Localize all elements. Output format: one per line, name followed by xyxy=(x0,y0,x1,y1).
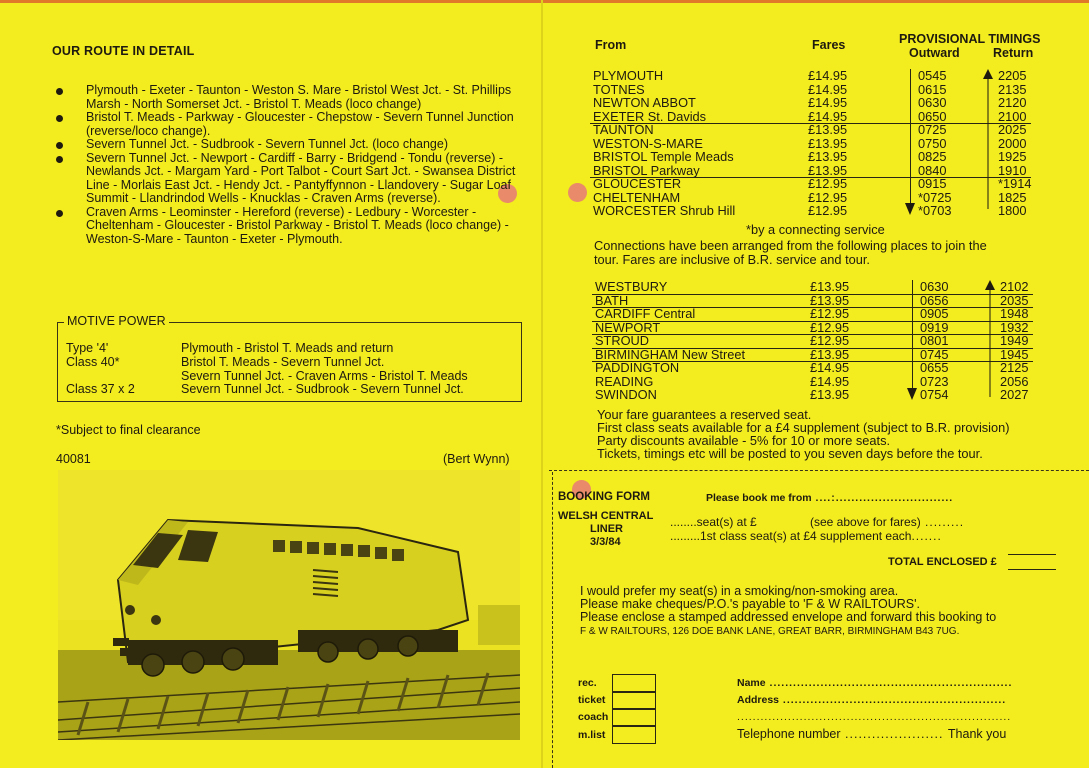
fare: £13.95 xyxy=(810,346,850,362)
return-time: 1800 xyxy=(998,203,1027,218)
header-provisional-timings: PROVISIONAL TIMINGS xyxy=(899,32,1041,46)
address-field-line2[interactable]: ...................................................................... xyxy=(737,711,1012,723)
fare: £14.95 xyxy=(810,360,850,375)
office-label: rec. xyxy=(578,677,597,689)
fare: £13.95 xyxy=(808,149,848,164)
first-class-label: .........1st class seat(s) at £4 supplement each xyxy=(670,529,912,543)
return-time: 1910 xyxy=(998,162,1027,178)
photo-credit: (Bert Wynn) xyxy=(443,452,510,466)
info-line: Your fare guarantees a reserved seat. xyxy=(597,407,812,422)
standard-seats-field[interactable] xyxy=(670,515,757,529)
fare: £12.95 xyxy=(808,176,848,191)
header-outward: Outward xyxy=(909,46,960,60)
fare: £12.95 xyxy=(808,189,848,205)
cut-line xyxy=(549,470,1089,471)
loco-duty: Bristol T. Meads - Severn Tunnel Jct. xyxy=(181,355,385,369)
loco-duty: Plymouth - Bristol T. Meads and return xyxy=(181,341,394,355)
fare: £13.95 xyxy=(808,135,848,151)
fare: £12.95 xyxy=(810,319,850,335)
outward-time: 0725 xyxy=(918,122,947,137)
station-name: SWINDON xyxy=(595,387,657,402)
return-time: 2102 xyxy=(1000,279,1029,294)
fare: £12.95 xyxy=(808,203,848,218)
outward-time: 0840 xyxy=(918,162,947,178)
tour-name: WELSH CENTRAL xyxy=(558,510,654,522)
return-time: 1932 xyxy=(1000,319,1029,335)
book-from-label: Please book me from xyxy=(706,492,812,504)
station-name: WESTBURY xyxy=(595,279,668,294)
outward-arrow-icon xyxy=(904,199,916,217)
loco-type: Class 37 x 2 xyxy=(66,382,135,396)
fares-table xyxy=(590,69,1040,219)
book-from-field[interactable]: Please book me from ....:.............................. xyxy=(706,492,954,504)
station-name: GLOUCESTER xyxy=(593,176,682,191)
cut-line-vertical xyxy=(552,472,553,768)
station-name: EXETER St. Davids xyxy=(593,108,707,124)
outward-time: 0905 xyxy=(920,306,949,321)
fare: £14.95 xyxy=(808,95,848,110)
route-title: OUR ROUTE IN DETAIL xyxy=(52,44,195,58)
return-time: 2025 xyxy=(998,122,1027,137)
fare: £13.95 xyxy=(808,162,848,178)
connecting-service-note: *by a connecting service xyxy=(746,222,885,237)
outward-time: 0650 xyxy=(918,108,947,124)
tour-name: LINER xyxy=(590,523,623,535)
outward-time: 0754 xyxy=(920,387,949,402)
fare: £14.95 xyxy=(810,373,850,389)
fare: £14.95 xyxy=(808,68,848,83)
first-class-seats-field[interactable]: .........1st class seat(s) at £4 supplement each....... xyxy=(670,529,942,543)
station-name: CHELTENHAM xyxy=(593,189,681,205)
return-time: 2135 xyxy=(998,81,1027,97)
outward-time: 0656 xyxy=(920,292,949,308)
office-label: m.list xyxy=(578,729,606,741)
outward-time: 0655 xyxy=(920,360,949,375)
booking-form-title: BOOKING FORM xyxy=(558,491,650,503)
route-item: Severn Tunnel Jct. - Newport - Cardiff - Barry - Bridgend - Tondu (reverse) - Newlands Jct. - Margam Yard - Port Talbot - Court Sart Jct. - Swansea District Line - Morlais East Jct. - Hendy Jct. - Pantyffynnon - Llandovery - Sugar Loaf Summit - Llandrindod Wells - Knucklas - Craven Arms (reverse). xyxy=(56,152,524,206)
fare: £13.95 xyxy=(810,387,850,402)
return-time: 1948 xyxy=(1000,306,1029,321)
fare: £14.95 xyxy=(808,81,848,97)
fare: £12.95 xyxy=(810,306,850,321)
smoking-preference: I would prefer my seat(s) in a smoking/non-smoking area. xyxy=(580,584,899,598)
return-time: 2120 xyxy=(998,95,1027,110)
outward-time: 0745 xyxy=(920,346,949,362)
outward-time: 0723 xyxy=(920,373,949,389)
office-label: coach xyxy=(578,711,609,723)
envelope-instruction: Please enclose a stamped addressed envelope and forward this booking to xyxy=(580,610,997,624)
info-line: Party discounts available - 5% for 10 or more seats. xyxy=(597,433,891,448)
station-name: BIRMINGHAM New Street xyxy=(595,346,746,362)
name-field[interactable]: Name .............................................................. xyxy=(737,677,1013,689)
motive-power-box xyxy=(57,322,522,402)
return-time: 1825 xyxy=(998,189,1027,205)
locomotive-photo xyxy=(58,470,520,740)
office-label: ticket xyxy=(578,694,606,706)
seats-label: ........seat(s) at £ xyxy=(670,515,757,529)
outward-time: 0630 xyxy=(918,95,947,110)
station-name: WORCESTER Shrub Hill xyxy=(593,203,736,218)
return-time: 1949 xyxy=(1000,333,1029,348)
header-return: Return xyxy=(993,46,1034,60)
loco-type: Class 40* xyxy=(66,355,120,369)
station-name: TAUNTON xyxy=(593,122,654,137)
tour-date: 3/3/84 xyxy=(590,536,621,548)
return-time: 2205 xyxy=(998,68,1027,83)
time-column-line xyxy=(912,280,913,397)
cheques-payable: Please make cheques/P.O.'s payable to 'F & W RAILTOURS'. xyxy=(580,597,920,611)
outward-time: 0919 xyxy=(920,319,949,335)
fare: £13.95 xyxy=(810,292,850,308)
return-time: 2000 xyxy=(998,135,1027,151)
station-name: TOTNES xyxy=(593,81,645,97)
station-name: READING xyxy=(595,373,654,389)
outward-time: *0703 xyxy=(918,203,952,218)
name-label: Name xyxy=(737,677,766,689)
connections-text-line: tour. Fares are inclusive of B.R. service and tour. xyxy=(594,252,870,267)
header-fares: Fares xyxy=(812,38,846,52)
address-field[interactable]: Address ......................................................... xyxy=(737,694,1007,706)
station-name: NEWTON ABBOT xyxy=(593,95,696,110)
return-time: 2056 xyxy=(1000,373,1029,389)
station-name: WESTON-S-MARE xyxy=(593,135,703,151)
route-list xyxy=(56,84,524,246)
return-time: 2125 xyxy=(1000,360,1029,375)
return-time: 1945 xyxy=(1000,346,1029,362)
station-name: BRISTOL Temple Meads xyxy=(593,149,734,164)
fare: £12.95 xyxy=(810,333,850,348)
clearance-note: *Subject to final clearance xyxy=(56,423,201,437)
connections-text-line: Connections have been arranged from the following places to join the xyxy=(594,238,987,253)
route-item: Craven Arms - Leominster - Hereford (reverse) - Ledbury - Worcester - Cheltenham - Gloucester - Bristol Parkway - Bristol T. Meads (loco change) - Weston-S-Mare - Taunton - Exeter - Plymouth. xyxy=(56,206,524,247)
outward-time: 0825 xyxy=(918,149,947,164)
return-arrow-icon xyxy=(984,280,996,402)
office-use-box[interactable] xyxy=(612,725,656,744)
fare: £13.95 xyxy=(810,279,850,294)
total-enclosed-field[interactable] xyxy=(1008,554,1056,570)
info-line: First class seats available for a £4 supplement (subject to B.R. provision) xyxy=(597,420,1010,435)
address-label: Address xyxy=(737,694,780,706)
telephone-field[interactable]: Telephone number ...................... Thank you xyxy=(737,727,1007,741)
telephone-label: Telephone number xyxy=(737,727,841,741)
hole-punch xyxy=(568,183,587,202)
top-edge-strip xyxy=(0,0,1089,3)
station-name: PLYMOUTH xyxy=(593,68,664,83)
loco-duty: Severn Tunnel Jct. - Sudbrook - Severn Tunnel Jct. xyxy=(181,382,464,396)
return-time: 2100 xyxy=(998,108,1027,124)
loco-number: 40081 xyxy=(56,452,91,466)
outward-time: 0915 xyxy=(918,176,947,191)
outward-arrow-icon xyxy=(906,384,918,402)
route-item: Bristol T. Meads - Parkway - Gloucester - Chepstow - Severn Tunnel Junction (reverse/loco change). xyxy=(56,111,524,138)
route-item: Plymouth - Exeter - Taunton - Weston S. Mare - Bristol West Jct. - St. Phillips Marsh - North Somerset Jct. - Bristol T. Meads (loco change) xyxy=(56,84,524,111)
thank-you: Thank you xyxy=(947,727,1007,741)
info-line: Tickets, timings etc will be posted to you seven days before the tour. xyxy=(597,446,983,461)
station-name: CARDIFF Central xyxy=(595,306,696,321)
station-name: BRISTOL Parkway xyxy=(593,162,700,178)
return-time: 1925 xyxy=(998,149,1027,164)
fare: £13.95 xyxy=(808,122,848,137)
total-enclosed-label: TOTAL ENCLOSED £ xyxy=(888,556,997,568)
return-arrow-icon xyxy=(982,69,994,219)
return-time: 2027 xyxy=(1000,387,1029,402)
seats-fares-note: (see above for fares) ......... xyxy=(810,515,965,529)
motive-power-legend: MOTIVE POWER xyxy=(64,314,169,328)
loco-type: Type '4' xyxy=(66,341,109,355)
header-from: From xyxy=(595,38,627,52)
time-column-line xyxy=(910,69,911,209)
fare: £14.95 xyxy=(808,108,848,124)
outward-time: 0615 xyxy=(918,81,947,97)
outward-time: 0630 xyxy=(920,279,949,294)
return-time: 2035 xyxy=(1000,292,1029,308)
station-name: NEWPORT xyxy=(595,319,661,335)
connections-table xyxy=(592,280,1042,405)
route-item: Severn Tunnel Jct. - Sudbrook - Severn Tunnel Jct. (loco change) xyxy=(56,138,524,152)
outward-time: 0545 xyxy=(918,68,947,83)
station-name: STROUD xyxy=(595,333,650,348)
outward-time: 0750 xyxy=(918,135,947,151)
page-fold xyxy=(541,0,543,768)
postal-address: F & W RAILTOURS, 126 DOE BANK LANE, GREAT BARR, BIRMINGHAM B43 7UG. xyxy=(580,626,960,637)
return-time: *1914 xyxy=(998,176,1032,191)
outward-time: *0725 xyxy=(918,189,952,205)
station-name: BATH xyxy=(595,292,629,308)
station-name: PADDINGTON xyxy=(595,360,680,375)
outward-time: 0801 xyxy=(920,333,949,348)
loco-duty: Severn Tunnel Jct. - Craven Arms - Bristol T. Meads xyxy=(181,369,468,383)
